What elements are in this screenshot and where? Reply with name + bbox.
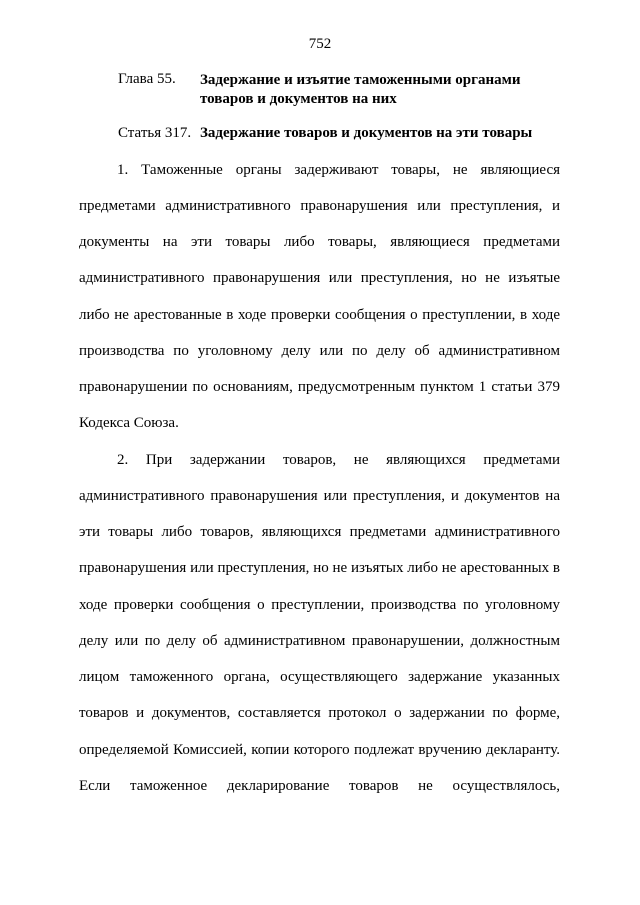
page-number: 752: [308, 36, 332, 52]
paragraph-1-line: административного правонарушения или преступления, но не изъятые: [79, 270, 560, 286]
paragraph-1-line: 1. Таможенные органы задерживают товары, не являющиеся: [117, 162, 560, 178]
paragraph-1-line: правонарушении по основаниям, предусмотренным пунктом 1 статьи 379: [79, 379, 560, 395]
paragraph-2-line: эти товары либо товаров, являющихся предметами административного: [79, 524, 560, 540]
paragraph-1-line: либо не арестованные в ходе проверки сообщения о преступлении, в ходе: [79, 307, 560, 323]
paragraph-1-line: Кодекса Союза.: [79, 415, 179, 431]
chapter-title-line: Задержание и изъятие таможенными органами: [200, 72, 521, 88]
article-label: Статья 317.: [118, 125, 192, 141]
paragraph-2-line: 2. При задержании товаров, не являющихся предметами: [117, 452, 560, 468]
paragraph-2-line: товаров и документов, составляется протокол о задержании по форме,: [79, 705, 560, 721]
paragraph-2-line: административного правонарушения или преступления, и документов на: [79, 488, 560, 504]
paragraph-2-line: ходе проверки сообщения о преступлении, производства по уголовному: [79, 597, 560, 613]
paragraph-2-line: определяемой Комиссией, копии которого подлежат вручению декларанту.: [79, 742, 560, 758]
paragraph-2-line: лицом таможенного органа, осуществляющего задержание указанных: [79, 669, 560, 685]
paragraph-1-line: предметами административного правонарушения или преступления, и: [79, 198, 560, 214]
paragraph-2-line: делу или по делу об административном правонарушении, должностным: [79, 633, 560, 649]
article-title: Задержание товаров и документов на эти товары: [200, 125, 533, 141]
paragraph-2-line: Если таможенное декларирование товаров не осуществлялось,: [79, 778, 560, 794]
chapter-label: Глава 55.: [118, 71, 176, 87]
paragraph-1-line: документы на эти товары либо товары, являющиеся предметами: [79, 234, 560, 250]
paragraph-1-line: производства по уголовному делу или по делу об административном: [79, 343, 560, 359]
paragraph-2-line: правонарушения или преступления, но не изъятых либо не арестованных в: [79, 560, 560, 576]
chapter-title-line: товаров и документов на них: [200, 91, 397, 107]
chapter-title: [200, 71, 560, 109]
